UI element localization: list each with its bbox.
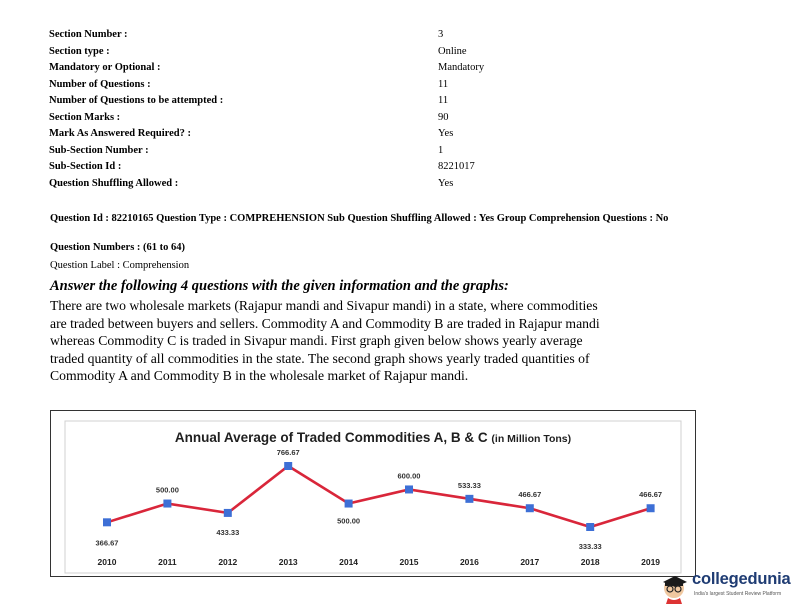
comprehension-passage	[50, 277, 684, 385]
meta-key: Question Shuffling Allowed :	[49, 177, 179, 189]
data-point-marker	[103, 518, 111, 526]
passage-line: traded quantity of all commodities in the state. The second graph shows yearly traded quantities of	[50, 350, 590, 366]
question-label: Question Label : Comprehension	[50, 260, 190, 271]
series-line	[107, 466, 651, 527]
meta-value: Yes	[438, 128, 454, 139]
data-point-marker	[405, 485, 413, 493]
meta-value: 1	[438, 144, 444, 156]
data-label: 500.00	[155, 485, 179, 495]
data-label: 433.33	[216, 527, 240, 537]
collegedunia-logo	[660, 566, 790, 608]
passage-text	[50, 297, 684, 385]
x-tick-label: 2017	[520, 557, 540, 567]
meta-row	[49, 93, 549, 110]
x-tick-label: 2011	[158, 557, 177, 567]
graduate-avatar-icon	[660, 568, 690, 604]
data-point-marker	[465, 495, 473, 503]
meta-value: 8221017	[438, 161, 475, 172]
x-tick-label: 2010	[97, 557, 117, 567]
traded-commodities-chart	[50, 410, 696, 577]
meta-key: Number of Questions to be attempted :	[49, 95, 224, 106]
meta-value: 3	[438, 29, 444, 40]
meta-key: Sub-Section Id :	[49, 161, 122, 172]
meta-row	[49, 27, 549, 44]
meta-value: 11	[438, 95, 449, 106]
meta-value: 11	[438, 78, 449, 90]
meta-row	[49, 143, 549, 160]
data-label: 600.00	[397, 471, 421, 481]
meta-key: Mark As Answered Required? :	[49, 128, 191, 139]
meta-key: Section Marks :	[49, 111, 121, 123]
x-tick-label: 2019	[641, 557, 661, 567]
meta-row	[49, 60, 549, 77]
data-point-marker	[284, 462, 292, 470]
x-tick-label: 2016	[459, 557, 479, 567]
x-tick-label: 2018	[580, 557, 600, 567]
section-meta-table	[49, 27, 549, 192]
meta-row	[49, 44, 549, 61]
chart-plot	[51, 411, 697, 578]
chart-title-unit: (in Million Tons)	[491, 433, 572, 445]
x-tick-label: 2014	[339, 557, 359, 567]
data-point-marker	[345, 500, 353, 508]
x-tick-label: 2015	[399, 557, 419, 567]
meta-row	[49, 77, 549, 94]
meta-key: Mandatory or Optional :	[49, 62, 161, 73]
meta-row	[49, 176, 549, 193]
passage-line: are traded between buyers and sellers. Commodity A and Commodity B are traded in Rajapur mandi	[50, 315, 600, 331]
x-tick-label: 2013	[278, 557, 298, 567]
data-label: 533.33	[457, 480, 481, 490]
data-point-marker	[224, 509, 232, 517]
data-point-marker	[586, 523, 594, 531]
meta-key: Section type :	[49, 45, 110, 57]
meta-key: Sub-Section Number :	[49, 144, 149, 156]
chart-title-main: Annual Average of Traded Commodities A, B & C	[174, 430, 488, 445]
data-label: 466.67	[518, 490, 542, 500]
meta-key: Number of Questions :	[49, 78, 151, 90]
logo-tagline: India's largest Student Review Platform	[694, 591, 782, 597]
data-point-marker	[163, 500, 171, 508]
meta-row	[49, 110, 549, 127]
meta-row	[49, 159, 549, 176]
passage-heading: Answer the following 4 questions with the given information and the graphs:	[50, 278, 509, 294]
data-label: 766.67	[276, 448, 300, 457]
data-label: 500.00	[337, 516, 361, 526]
data-label: 366.67	[95, 538, 119, 548]
passage-line: Commodity A and Commodity B in the wholesale market of Rajapur mandi.	[50, 368, 469, 384]
meta-value: 90	[438, 111, 449, 123]
question-info: Question Id : 82210165 Question Type : COMPREHENSION Sub Question Shuffling Allowed : Yes Group Comprehension Questions : No	[50, 213, 669, 224]
data-label: 333.33	[578, 542, 602, 551]
data-point-marker	[647, 504, 655, 512]
x-tick-label: 2012	[218, 557, 238, 567]
data-label: 466.67	[639, 490, 663, 500]
logo-name: collegedunia	[692, 570, 791, 588]
meta-value: Yes	[438, 177, 454, 189]
question-numbers: Question Numbers : (61 to 64)	[50, 242, 186, 253]
meta-key: Section Number :	[49, 29, 128, 40]
meta-value: Online	[438, 45, 467, 57]
passage-line: whereas Commodity C is traded in Sivapur mandi. First graph given below shows yearly average	[50, 333, 583, 349]
passage-line: There are two wholesale markets (Rajapur mandi and Sivapur mandi) in a state, where commodities	[50, 298, 598, 313]
meta-value: Mandatory	[438, 62, 485, 73]
meta-row	[49, 126, 549, 143]
data-point-marker	[526, 504, 534, 512]
